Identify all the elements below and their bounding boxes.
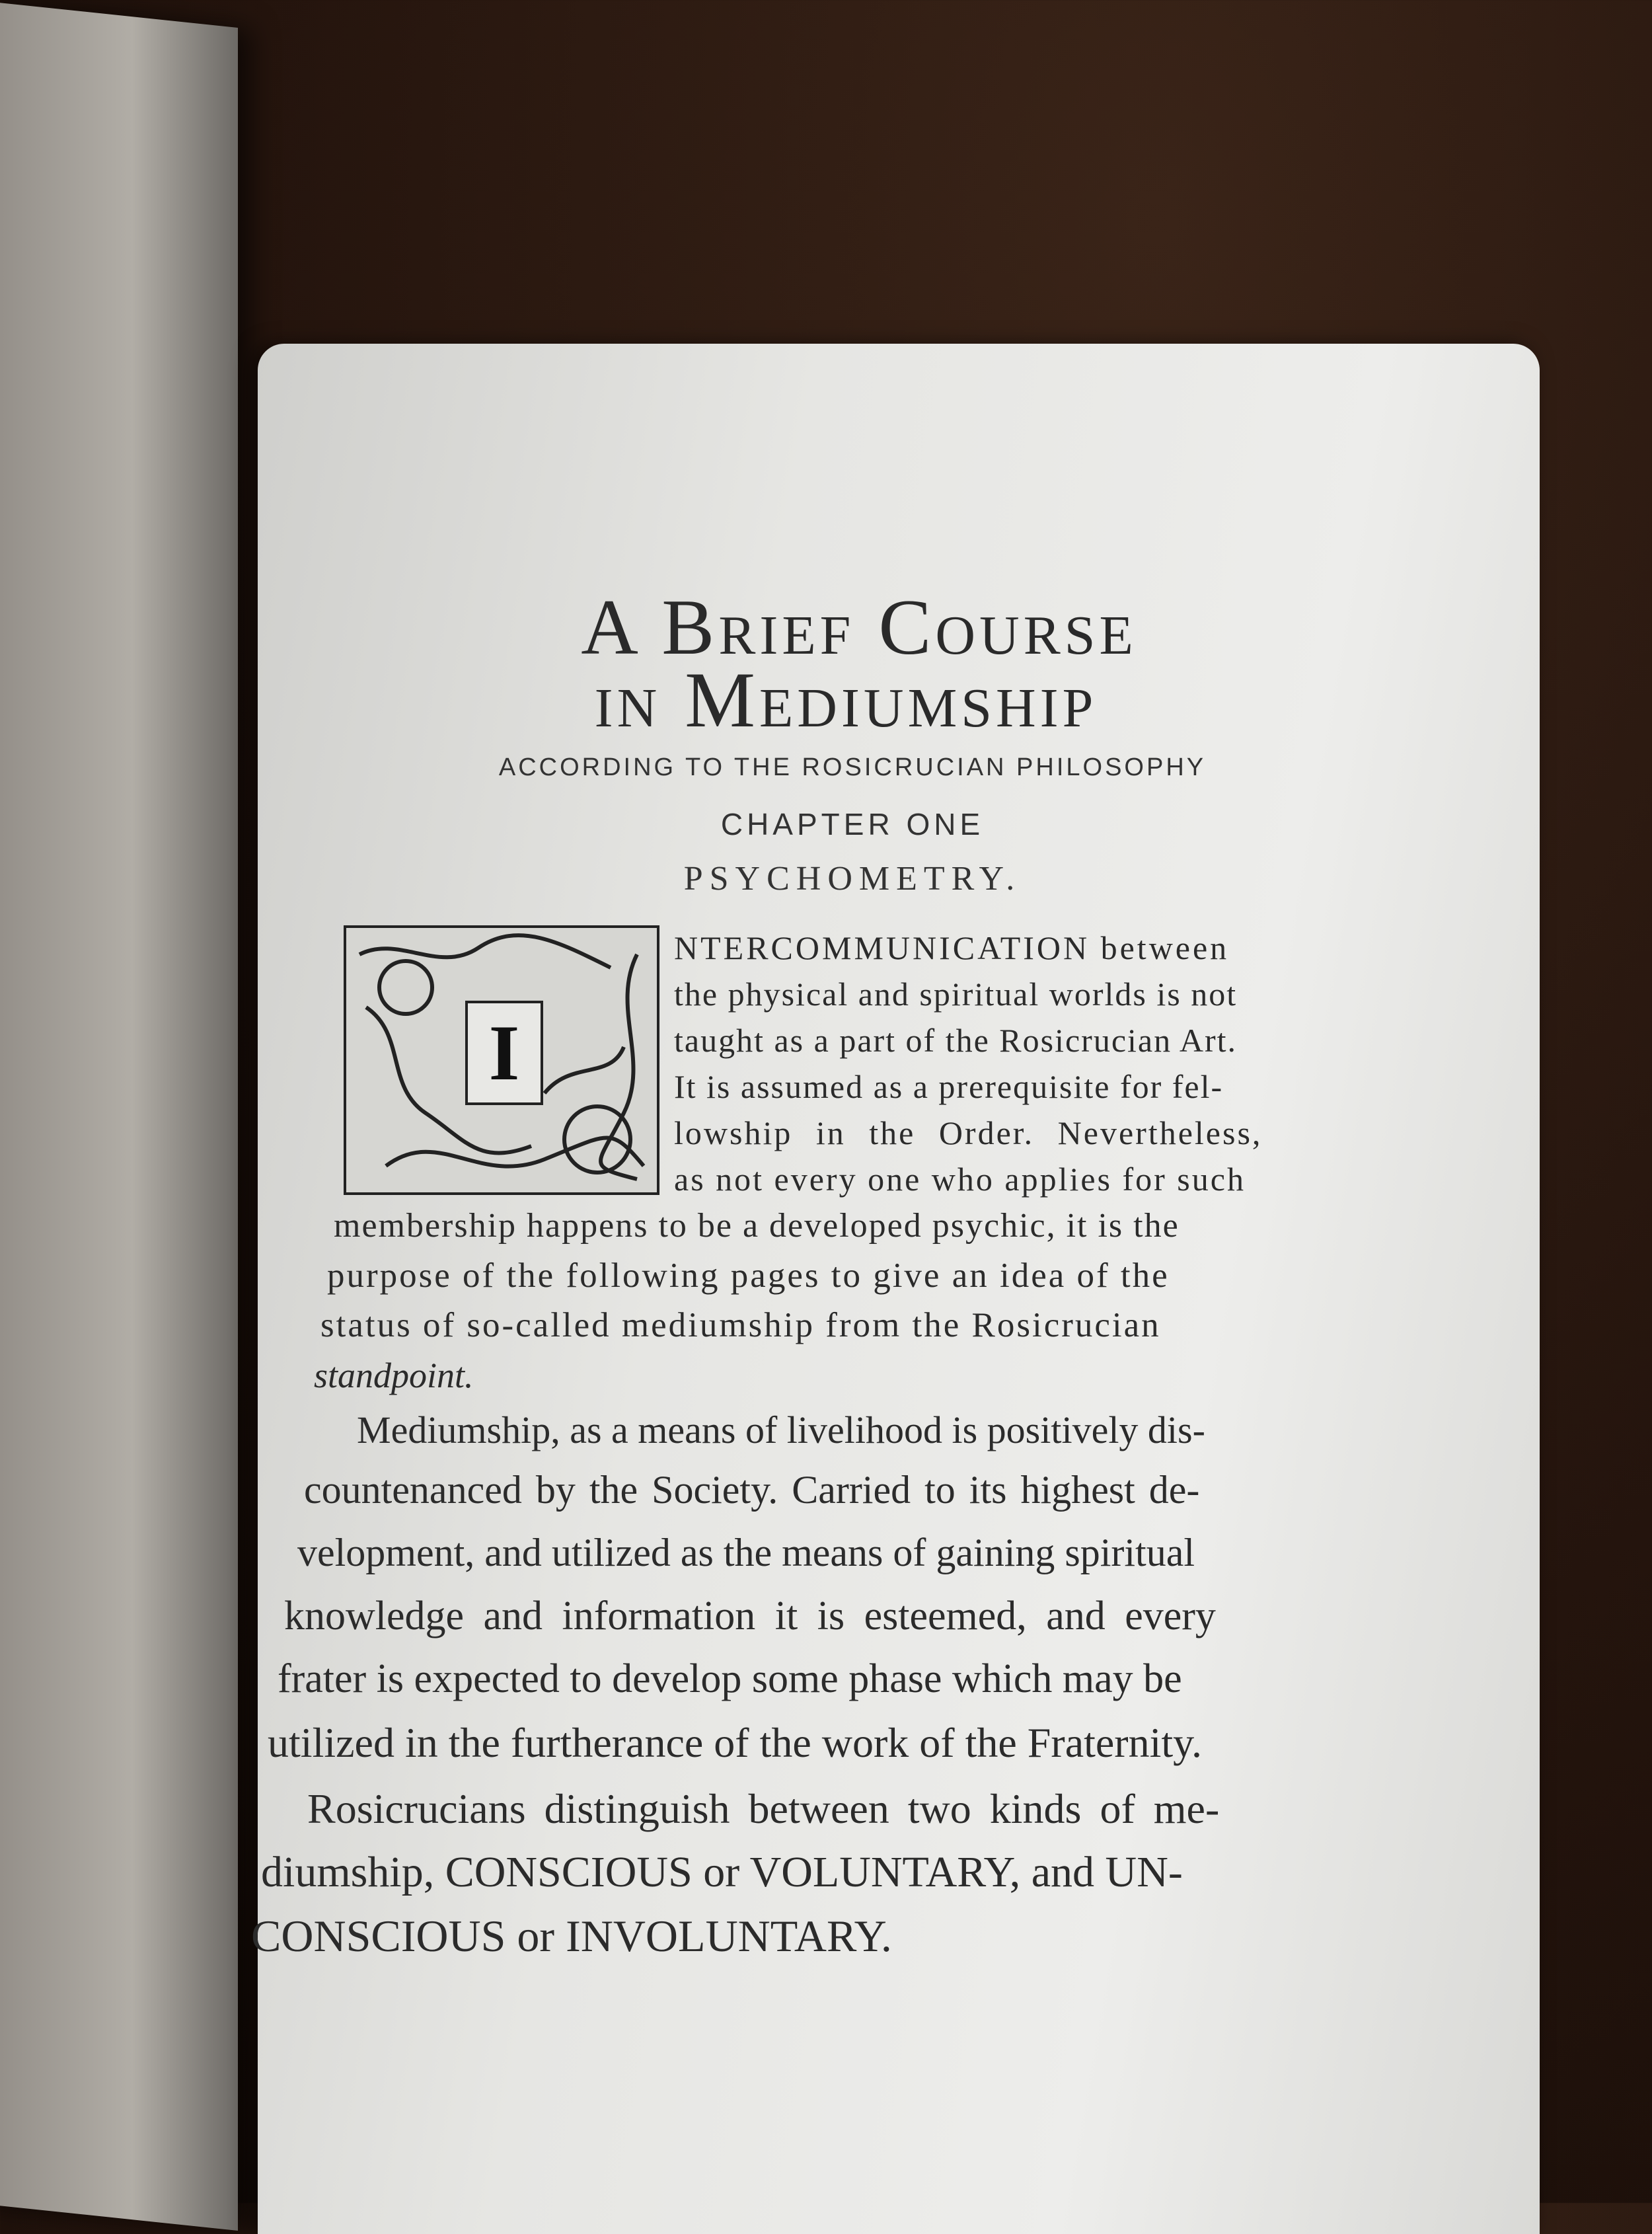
body-line: diumship, CONSCIOUS or VOLUNTARY, and UN- bbox=[261, 1848, 1183, 1896]
subtitle: ACCORDING TO THE ROSICRUCIAN PHILOSOPHY bbox=[498, 753, 1207, 781]
title-line-1: A Brief Course bbox=[581, 583, 1137, 671]
section-heading: PSYCHOMETRY. bbox=[683, 860, 1022, 898]
body-line: It is assumed as a prerequisite for fel- bbox=[674, 1068, 1224, 1105]
body-line: CONSCIOUS or INVOLUNTARY. bbox=[251, 1911, 892, 1961]
body-line: the physical and spiritual worlds is not bbox=[674, 976, 1238, 1013]
body-line: utilized in the furtherance of the work of the Fraternity. bbox=[268, 1719, 1202, 1766]
body-line: status of so-called mediumship from the Rosicrucian bbox=[320, 1306, 1161, 1344]
chapter-heading: CHAPTER ONE bbox=[720, 807, 985, 841]
body-line: Rosicrucians distinguish between two kinds of me- bbox=[307, 1785, 1220, 1832]
body-line: NTERCOMMUNICATION between bbox=[674, 929, 1230, 966]
body-line: knowledge and information it is esteemed, and every bbox=[284, 1594, 1216, 1638]
body-line: membership happens to be a developed psychic, it is the bbox=[334, 1207, 1180, 1245]
left-page bbox=[0, 0, 238, 2231]
drop-cap-letter: I bbox=[465, 1001, 543, 1105]
body-line: taught as a part of the Rosicrucian Art. bbox=[674, 1022, 1237, 1059]
decorative-initial bbox=[344, 925, 659, 1195]
body-line: standpoint. bbox=[314, 1356, 474, 1395]
body-line: frater is expected to develop some phase which may be bbox=[278, 1656, 1182, 1701]
title-line-2: in Mediumship bbox=[594, 656, 1098, 744]
body-line: purpose of the following pages to give an idea of the bbox=[327, 1256, 1170, 1295]
body-line: Mediumship, as a means of livelihood is positively dis- bbox=[357, 1408, 1205, 1451]
book-page bbox=[251, 344, 1540, 2234]
body-line: as not every one who applies for such bbox=[674, 1161, 1246, 1198]
body-line: lowship in the Order. Nevertheless, bbox=[674, 1114, 1263, 1151]
body-line: velopment, and utilized as the means of gaining spiritual bbox=[297, 1531, 1195, 1574]
body-line: countenanced by the Society. Carried to its highest de- bbox=[304, 1468, 1200, 1512]
